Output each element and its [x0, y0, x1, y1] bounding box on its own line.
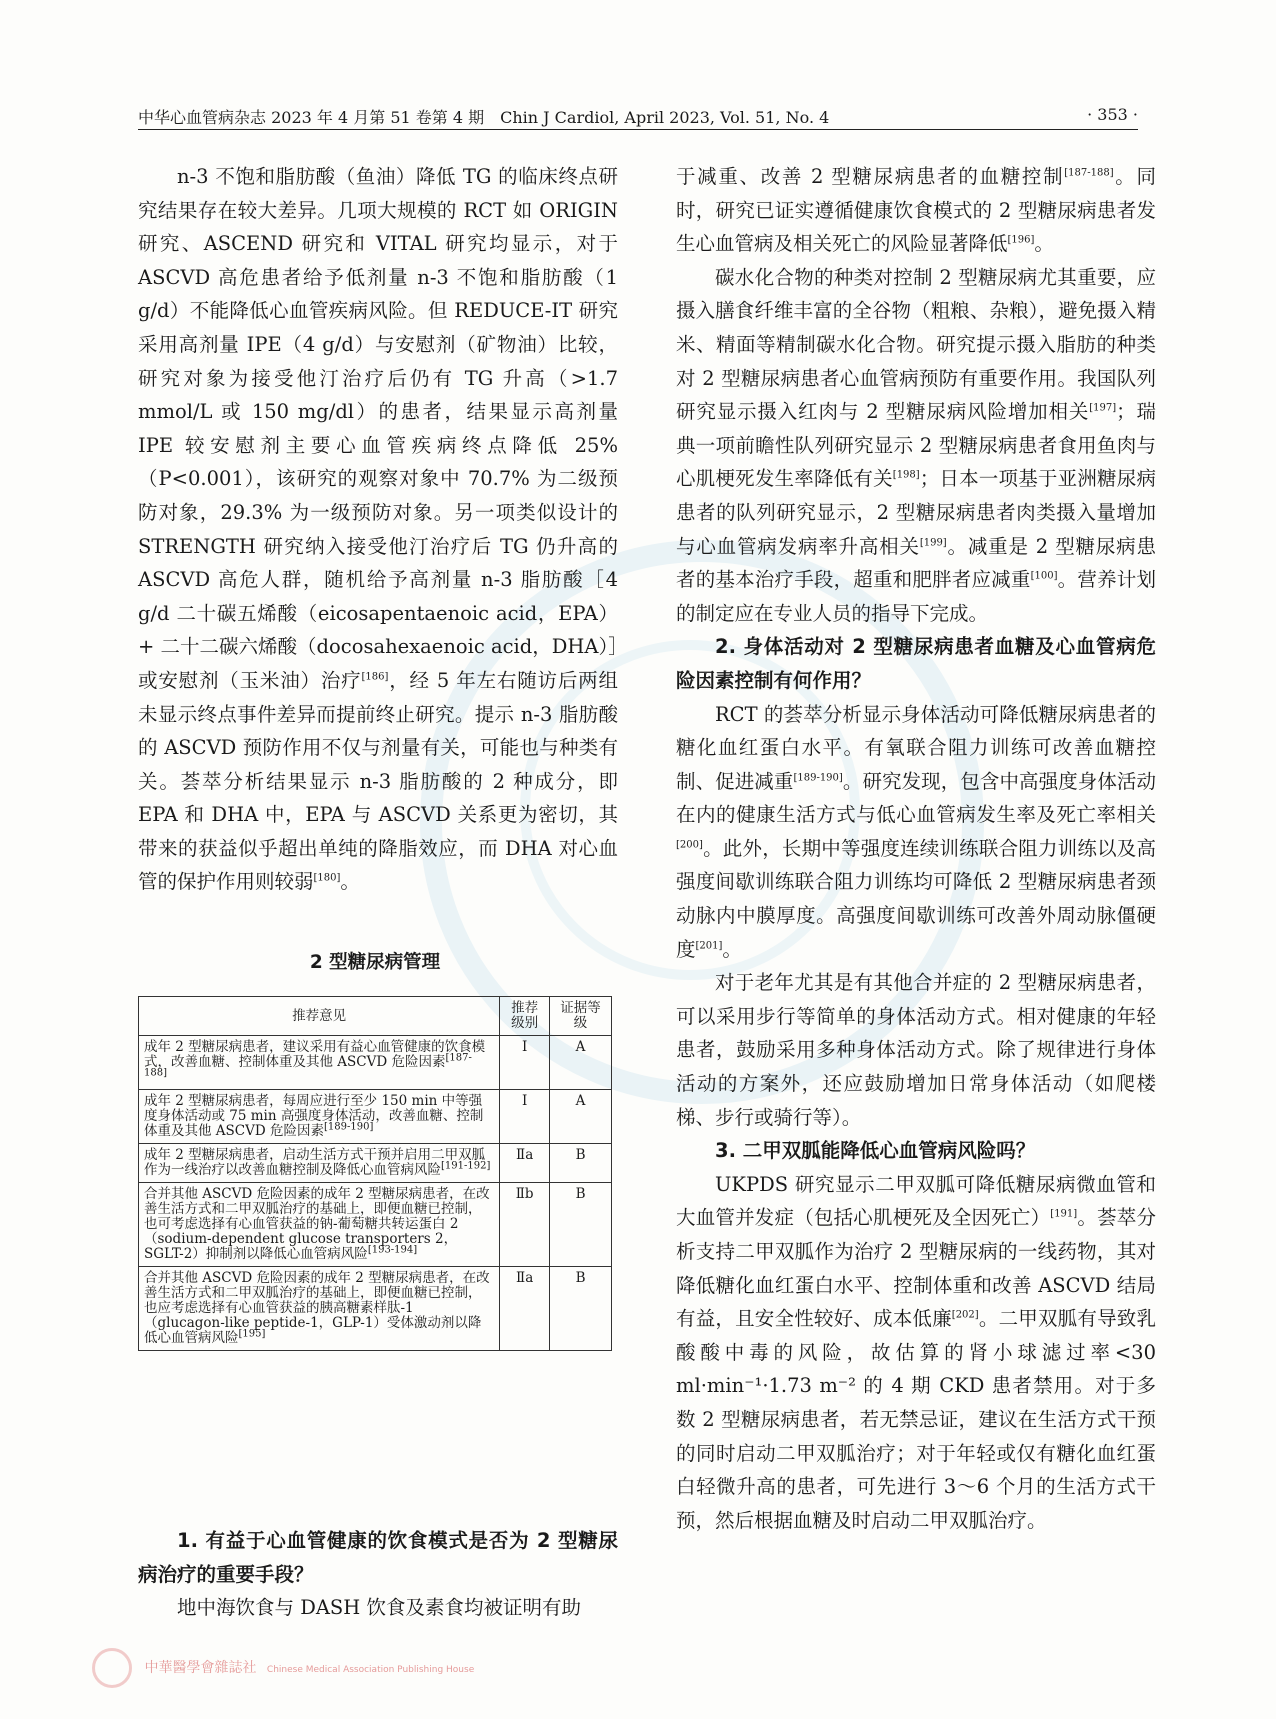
- section-heading-2: 2. 身体活动对 2 型糖尿病患者血糖及心血管病危险因素控制有何作用？: [676, 635, 1156, 692]
- table-row: [139, 1090, 612, 1144]
- paragraph-physical-activity: RCT 的荟萃分析显示身体活动可降低糖尿病患者的糖化血红蛋白水平。有氧联合阻力训练可改善血糖控制、促进减重[189-190]。研究发现，包含中高强度身体活动在内的健康生活方式与低心血管病发生率及死亡率相关[200]。此外，长期中等强度连续训练联合阻力训练以及高强度间歇训练联合阻力训练均可降低 2 型糖尿病患者颈动脉内中膜厚度。高强度间歇训练可改善外周动脉僵硬度[201]。: [676, 702, 1156, 961]
- left-column: [138, 160, 618, 899]
- right-column: [676, 160, 1156, 1537]
- paragraph-metformin: UKPDS 研究显示二甲双胍可降低糖尿病微血管和大血管并发症（包括心肌梗死及全因死亡）[191]。荟萃分析支持二甲双胍作为治疗 2 型糖尿病的一线药物，其对降低糖化血红蛋白水平、控制体重和改善 ASCVD 结局有益，且安全性较好、成本低廉[202]。二甲双胍有导致乳酸酸中毒的风险，故估算的肾小球滤过率<30 ml·min⁻¹·1.73 m⁻² 的 4 期 CKD 患者禁用。对于多数 2 型糖尿病患者，若无禁忌证，建议在生活方式干预的同时启动二甲双胍治疗；对于年轻或仅有糖化血红蛋白轻微升高的患者，可先进行 3～6 个月的生活方式干预，然后根据血糖及时启动二甲双胍治疗。: [676, 1172, 1156, 1532]
- publisher-name-en: Chinese Medical Association Publishing House: [266, 1665, 475, 1675]
- recommendation-grade: Ⅰ: [500, 1036, 550, 1090]
- header-grade: 推荐级别: [500, 997, 550, 1036]
- table-row: [139, 1267, 612, 1351]
- evidence-level: B: [550, 1144, 612, 1183]
- table-row: [139, 1183, 612, 1267]
- publisher-logo: [92, 1648, 474, 1688]
- header-evidence: 证据等级: [550, 997, 612, 1036]
- evidence-level: A: [550, 1090, 612, 1144]
- paragraph-n3-fatty-acids: n-3 不饱和脂肪酸（鱼油）降低 TG 的临床终点研究结果存在较大差异。几项大规模的 RCT 如 ORIGIN 研究、ASCEND 研究和 VITAL 研究均显示，对于 ASCVD 高危患者给予低剂量 n-3 不饱和脂肪酸（1 g/d）不能降低心血管疾病风险。但 REDUCE-IT 研究采用高剂量 IPE（4 g/d）与安慰剂（矿物油）比较，研究对象为接受他汀治疗后仍有 TG 升高（>1.7 mmol/L 或 150 mg/dl）的患者，结果显示高剂量 IPE 较安慰剂主要心血管疾病终点降低 25%（P<0.001），该研究的观察对象中 70.7% 为二级预防对象，29.3% 为一级预防对象。另一项类似设计的 STRENGTH 研究纳入接受他汀治疗后 TG 仍升高的 ASCVD 高危人群，随机给予高剂量 n-3 脂肪酸［4 g/d 二十碳五烯酸（eicosapentaenoic acid，EPA）+ 二十二碳六烯酸（docosahexaenoic acid，DHA）］或安慰剂（玉米油）治疗[186]，经 5 年左右随访后两组未显示终点事件差异而提前终止研究。提示 n-3 脂肪酸的 ASCVD 预防作用不仅与剂量有关，可能也与种类有关。荟萃分析结果显示 n-3 脂肪酸的 2 种成分，即 EPA 和 DHA 中，EPA 与 ASCVD 关系更为密切，其带来的获益似乎超出单纯的降脂效应，而 DHA 对心血管的保护作用则较弱[180]。: [138, 165, 618, 894]
- section-heading-1: 1. 有益于心血管健康的饮食模式是否为 2 型糖尿病治疗的重要手段？: [138, 1529, 618, 1586]
- table-title: 2 型糖尿病管理: [309, 952, 441, 973]
- publisher-name: 中華醫學會雜誌社: [144, 1660, 257, 1676]
- recommendation-text: 合并其他 ASCVD 危险因素的成年 2 型糖尿病患者，在改善生活方式和二甲双胍治疗的基础上，即便血糖已控制，也应考虑选择有心血管获益的胰高糖素样肽-1（glucagon-like peptide-1，GLP-1）受体激动剂以降低心血管病风险[195]: [139, 1267, 500, 1351]
- paragraph-diet: 地中海饮食与 DASH 饮食及素食均被证明有助: [177, 1596, 581, 1620]
- recommendation-text: 成年 2 型糖尿病患者，建议采用有益心血管健康的饮食模式，改善血糖、控制体重及其他 ASCVD 危险因素[187-188]: [139, 1036, 500, 1090]
- recommendation-table: [138, 996, 612, 1351]
- recommendation-text: 成年 2 型糖尿病患者，每周应进行至少 150 min 中等强度身体活动或 75 min 高强度身体活动，改善血糖、控制体重及其他 ASCVD 危险因素[189-190]: [139, 1090, 500, 1144]
- recommendation-grade: Ⅱa: [500, 1144, 550, 1183]
- evidence-level: A: [550, 1036, 612, 1090]
- header-recommendation: 推荐意见: [139, 997, 500, 1036]
- recommendation-grade: Ⅱb: [500, 1183, 550, 1267]
- evidence-level: B: [550, 1183, 612, 1267]
- paragraph-diet-cont: 于减重、改善 2 型糖尿病患者的血糖控制[187-188]。同时，研究已证实遵循健康饮食模式的 2 型糖尿病患者发生心血管病及相关死亡的风险显著降低[196]。: [676, 165, 1156, 256]
- left-section-diet: [138, 1524, 618, 1625]
- recommendation-grade: Ⅰ: [500, 1090, 550, 1144]
- paragraph-carbohydrates: 碳水化合物的种类对控制 2 型糖尿病尤其重要，应摄入膳食纤维丰富的全谷物（粗粮、杂粮），避免摄入精米、精面等精制碳水化合物。研究提示摄入脂肪的种类对 2 型糖尿病患者心血管病预防有重要作用。我国队列研究显示摄入红肉与 2 型糖尿病风险增加相关[197]；瑞典一项前瞻性队列研究显示 2 型糖尿病患者食用鱼肉与心肌梗死发生率降低有关[198]；日本一项基于亚洲糖尿病患者的队列研究显示，2 型糖尿病患者肉类摄入量增加与心血管病发病率升高相关[199]。减重是 2 型糖尿病患者的基本治疗手段，超重和肥胖者应减重[100]。营养计划的制定应在专业人员的指导下完成。: [676, 265, 1156, 625]
- running-header: [138, 103, 1138, 130]
- recommendation-text: 成年 2 型糖尿病患者，启动生活方式干预并启用二甲双胍作为一线治疗以改善血糖控制及降低心血管病风险[191-192]: [139, 1144, 500, 1183]
- section-heading-3: 3. 二甲双胍能降低心血管病风险吗？: [715, 1139, 1036, 1163]
- publisher-seal-icon: [92, 1648, 132, 1688]
- paragraph-elderly-activity: 对于老年尤其是有其他合并症的 2 型糖尿病患者，可以采用步行等简单的身体活动方式。相对健康的年轻患者，鼓励采用多种身体活动方式。除了规律进行身体活动的方案外，还应鼓励增加日常身体活动（如爬楼梯、步行或骑行等）。: [676, 971, 1156, 1129]
- journal-citation: 中华心血管病杂志 2023 年 4 月第 51 卷第 4 期 Chin J Cardiol, April 2023, Vol. 51, No. 4: [138, 108, 830, 127]
- evidence-level: B: [550, 1267, 612, 1351]
- recommendation-text: 合并其他 ASCVD 危险因素的成年 2 型糖尿病患者，在改善生活方式和二甲双胍治疗的基础上，即便血糖已控制，也可考虑选择有心血管获益的钠-葡萄糖共转运蛋白 2（sodium-dependent glucose transporters 2，SGLT-2）抑制剂以降低心血管病风险[193-194]: [139, 1183, 500, 1267]
- table-row: [139, 1036, 612, 1090]
- table-row: [139, 1144, 612, 1183]
- page-number: · 353 ·: [1087, 105, 1138, 124]
- table-header-row: [139, 997, 612, 1036]
- recommendation-grade: Ⅱa: [500, 1267, 550, 1351]
